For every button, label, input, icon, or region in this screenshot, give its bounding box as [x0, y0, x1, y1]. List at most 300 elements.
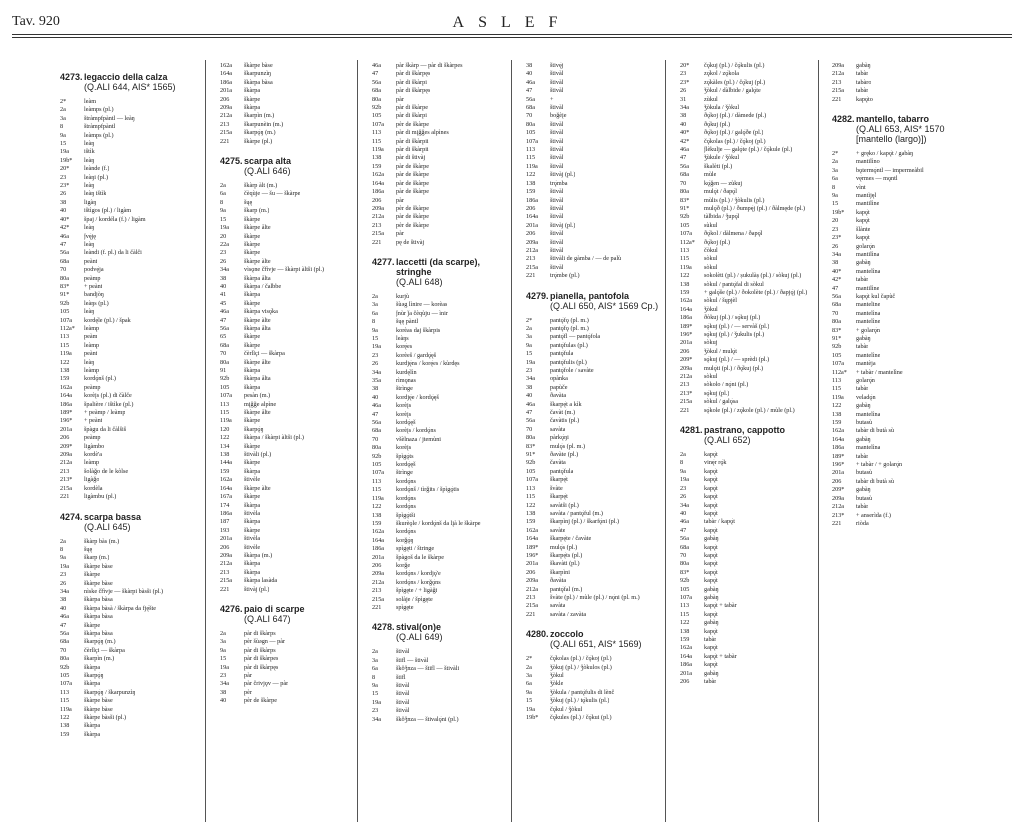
entry-row [372, 579, 508, 587]
point-code: 115 [372, 137, 382, 145]
entry-row [832, 495, 982, 503]
point-code: 46a [680, 518, 689, 526]
entry-row [680, 138, 816, 146]
dialect-form: golarǫ̀n [856, 377, 875, 384]
entry-row [832, 96, 982, 104]
entry-row [372, 293, 508, 301]
dialect-form: tàlbida / ǯupǫ̀l [704, 213, 740, 221]
dialect-form: savàta [550, 602, 566, 610]
point-code: 42* [680, 137, 690, 145]
point-code: 159 [60, 730, 70, 738]
entry-row [832, 243, 982, 251]
entry-row [220, 367, 354, 375]
dialect-form: vinę̀r rǫ̀k [704, 459, 727, 467]
dialect-form: kordǫ̀ns [396, 503, 416, 511]
point-code: 92b [526, 459, 536, 467]
point-code: 38 [680, 112, 687, 120]
point-code: 26 [220, 257, 227, 265]
dialect-form: škarp (m.) [244, 207, 270, 215]
entry-row [832, 158, 982, 166]
dialect-form: kapǫ̀t [704, 493, 718, 501]
dialect-form: škarpę̀ts (pl.) [550, 551, 583, 559]
dialect-form: sòkul / šųpjèl [704, 297, 738, 305]
dialect-form: savàta [550, 425, 566, 433]
entry-row [60, 308, 202, 316]
dialect-form: škàrpa [244, 560, 261, 568]
entry-row [832, 335, 982, 343]
entry-row [526, 569, 662, 577]
dialect-form: všèlnaza / jtemùni [396, 435, 442, 443]
entry-row [680, 289, 816, 297]
dialect-form: korǧǫ̀ŋ [396, 536, 414, 544]
point-code: 2a [220, 629, 226, 637]
entry-row [60, 384, 202, 392]
dialect-form: leàŋ [84, 140, 95, 148]
point-code: 105 [372, 461, 382, 469]
dialect-form: škàrpa [244, 291, 261, 299]
section-number: 4276. [220, 603, 243, 614]
entry-row [372, 360, 508, 368]
entry-row [60, 697, 202, 705]
entry-row [526, 664, 662, 672]
entry-row [680, 163, 816, 171]
entry-row [372, 657, 508, 665]
dialect-form: pesàn (m.) [244, 392, 271, 400]
dialect-form: škàrpa [84, 680, 101, 688]
section-heading [526, 291, 662, 311]
entry-row [372, 554, 508, 562]
entry-row [680, 527, 816, 535]
dialect-form: ðavàta [550, 577, 567, 585]
entry-row [832, 217, 982, 225]
dialect-form: pàr di škàrpe [396, 104, 428, 112]
entry-row [680, 602, 816, 610]
entry-row [60, 689, 202, 697]
point-code: 15 [526, 350, 533, 358]
point-code: 186a [220, 78, 233, 86]
dialect-form: kapǫ̀t [704, 661, 718, 669]
entry-row [372, 411, 508, 419]
entry-row [220, 121, 354, 129]
point-code: 196* [60, 417, 73, 425]
entry-row [526, 112, 662, 120]
dialect-form: tabàr [704, 636, 717, 643]
dialect-form: štivàj (pl.) [550, 221, 576, 229]
dialect-form: kordèla [84, 484, 103, 492]
point-code: 9a [220, 207, 226, 215]
point-code: 15 [526, 697, 533, 705]
section-name: zoccolo [550, 629, 584, 640]
dialect-form: kurdję̀ns / korę̀es / kùrdęs [396, 360, 460, 368]
point-code: 19a [526, 358, 535, 366]
point-code: 113 [60, 333, 70, 341]
point-code: 19a [526, 705, 535, 713]
dialect-form: korèeš / gardǫ̀ęš [396, 351, 437, 359]
entry-row [680, 670, 816, 678]
point-code: 92b [832, 343, 842, 351]
entry-row [372, 318, 508, 326]
dialect-form: korèįs / kordǫ̀ns [396, 427, 436, 435]
entry-row [832, 369, 982, 377]
entry-list [220, 182, 354, 594]
entry-row [526, 197, 662, 205]
dialect-form: pèr [244, 688, 252, 696]
point-code: 26 [680, 87, 687, 95]
entry-row [220, 392, 354, 400]
point-code: 162a [372, 528, 385, 536]
dialect-form: škàrpa / čalbbe [244, 282, 282, 290]
dialect-form: pàr di škàrpęs [396, 87, 431, 95]
point-code: 19b* [832, 208, 845, 216]
point-code: 215a [220, 577, 233, 585]
section-number: 4274. [60, 511, 83, 522]
dialect-form: tabàr [704, 678, 717, 686]
point-code: 70 [680, 179, 687, 187]
point-code: 105 [60, 308, 70, 316]
entry-row [526, 96, 662, 104]
point-code: 189* [60, 409, 73, 417]
point-code: 113 [832, 377, 842, 384]
entry-row [60, 451, 202, 459]
entry-row [220, 638, 354, 646]
dialect-form: pèr de škàrpe [244, 697, 277, 705]
point-code: 112a* [832, 368, 847, 376]
point-code: 3a [372, 656, 378, 664]
column-5 [680, 62, 816, 686]
point-code: 115 [680, 255, 690, 263]
point-code: 19a [680, 476, 689, 484]
dialect-form: gabàŋ [856, 486, 871, 494]
dialect-form: korèįs [396, 410, 412, 418]
entry-row [372, 121, 508, 129]
point-code: 167a [220, 493, 233, 501]
entry-row [372, 301, 508, 309]
entry-row [526, 247, 662, 255]
entry-row [220, 510, 354, 518]
entry-row [372, 327, 508, 335]
dialect-form: škàrpe [244, 333, 261, 341]
entry-row [526, 602, 662, 610]
entry-row [680, 87, 816, 95]
point-code: 23 [60, 173, 67, 181]
dialect-form: škàrp àlt (m.) [244, 182, 278, 190]
dialect-form: špìgǫ̀ts [396, 452, 414, 460]
dialect-form: mulǫ̀ð (pl.) / ðumpę̀j (pl.) / ðàlmęde (pl.) [704, 204, 806, 212]
point-code: 34a [680, 501, 689, 509]
dialect-form: trǫ̀mba [550, 179, 568, 187]
point-code: 162a [220, 62, 233, 69]
entry-row [220, 384, 354, 392]
dialect-form: sǫ̀kuj (pl.) / — servàš (pl.) [704, 322, 770, 330]
entry-row [680, 314, 816, 322]
section-number: 4282. [832, 114, 855, 125]
point-code: 34a [220, 266, 229, 274]
dialect-form: škàrpa [244, 501, 261, 509]
dialect-form: špalière / ištìke (pl.) [84, 400, 134, 408]
dialect-form: ǯòkul [550, 672, 564, 679]
dialect-form: pèr de škàrpe [396, 204, 429, 212]
point-code: 221 [832, 519, 842, 527]
dialect-form: gabàŋ [856, 435, 871, 443]
dialect-form: tabàr di butà sù [856, 477, 894, 485]
entry-row [220, 87, 354, 95]
point-code: 47 [372, 70, 379, 78]
dialect-form: + gręko / kapǫ̀t / gabàŋ [856, 150, 914, 158]
point-code: 20* [680, 62, 690, 69]
dialect-form: čavàt (m.) [550, 409, 576, 417]
point-code: 186a [372, 188, 385, 196]
point-code: 122 [526, 171, 536, 179]
dialect-form: škàrpe [244, 493, 261, 501]
entry-row [372, 230, 508, 238]
entry-row [372, 104, 508, 112]
dialect-form: čòkul [704, 246, 718, 254]
entry-row [372, 129, 508, 137]
entry-row [372, 419, 508, 427]
entry-row [832, 226, 982, 234]
dialect-form: gabàŋ [704, 585, 719, 593]
dialect-form: ǯùkule / ǯòkul [704, 154, 740, 162]
entry-row [680, 636, 816, 644]
entry-list [680, 451, 816, 686]
dialect-form: škàrpa / škàrpi àltši (pl.) [244, 434, 304, 442]
section-heading-line [60, 512, 202, 522]
point-code: 221 [526, 272, 536, 280]
entry-row [680, 569, 816, 577]
point-code: 115 [680, 610, 690, 618]
dialect-form: škàrpe [244, 341, 261, 349]
entry-row [680, 535, 816, 543]
dialect-form: leàŋ [84, 308, 95, 316]
point-code: 38 [220, 274, 227, 282]
section-name: legaccio della calza [84, 72, 168, 82]
entry-row [60, 613, 202, 621]
entry-row [220, 308, 354, 316]
entry-row [220, 417, 354, 425]
dialect-form: leàŋs (pl.) [84, 299, 109, 307]
entry-row [372, 444, 508, 452]
dialect-form: pàr di škàrpi [396, 112, 427, 120]
entry-row [680, 485, 816, 493]
point-code: 212a [832, 70, 845, 78]
dialect-form: škàrpe bàse [244, 62, 273, 69]
dialect-form: kapǫ̀t [704, 644, 718, 652]
point-code: 56a [372, 78, 381, 86]
point-code: 91* [680, 204, 690, 212]
point-code: 215a [526, 263, 539, 271]
dialect-form: peànt [84, 257, 98, 265]
dialect-form: kapǫ̀t [704, 509, 718, 517]
point-code: 15 [220, 655, 227, 663]
point-code: 23 [220, 672, 227, 679]
point-code: 138 [372, 154, 382, 162]
dialect-form: štrìnge [396, 385, 413, 393]
entry-row [680, 628, 816, 636]
point-code: 215a [372, 230, 385, 238]
dialect-form: štivàl [550, 78, 564, 86]
point-code: 122 [680, 272, 690, 280]
entry-row [832, 512, 982, 520]
point-code: 201a [220, 535, 233, 543]
dialect-form: pàr di štivàj [396, 154, 426, 162]
dialect-form: peànt [84, 350, 98, 358]
dialect-form: ligàmbo [84, 442, 105, 450]
entry-row [526, 689, 662, 697]
point-code: 2a [220, 182, 226, 190]
entry-row [372, 716, 508, 724]
dialect-form: mantelìna [856, 309, 881, 317]
dialect-form: švàte [550, 484, 563, 492]
point-code: 107a [526, 137, 539, 145]
dialect-form: + galǫ̀še (pl.) / ðokolète (pl.) / ðapjǫ̀j (pl.) [704, 288, 808, 296]
dialect-form: čǫ̀kul / ǯòkul [550, 705, 583, 713]
entry-row [680, 264, 816, 272]
entry-row [60, 123, 202, 131]
point-code: 15 [372, 690, 379, 698]
point-code: 201a [680, 339, 693, 347]
point-code: 186a [832, 444, 845, 452]
point-code: 46a [526, 400, 535, 408]
point-code: 92b [680, 577, 690, 585]
point-code: 215a [680, 398, 693, 406]
entry-row [220, 493, 354, 501]
point-code: 80a [372, 95, 381, 103]
point-code: 9a [60, 554, 66, 562]
entry-row [680, 255, 816, 263]
point-code: 6a [832, 175, 838, 183]
dialect-form: štivàl [550, 129, 564, 137]
point-code: 113 [680, 602, 690, 610]
entry-row [220, 647, 354, 655]
dialect-form: škàrpe àlte [244, 316, 271, 324]
section-heading [832, 114, 982, 144]
dialect-form: čavàta [550, 459, 566, 467]
entry-row [680, 476, 816, 484]
point-code: 201a [220, 87, 233, 95]
section-number: 4279. [526, 290, 549, 301]
entry-row [60, 182, 202, 190]
point-code: 221 [60, 493, 70, 501]
point-code: 6a [372, 309, 378, 317]
entry-row [220, 241, 354, 249]
dialect-form: škàrpa [244, 383, 261, 391]
point-code: 40* [60, 215, 70, 223]
point-code: 47 [526, 87, 533, 95]
point-code: 164a [526, 213, 539, 221]
dialect-form: pàr de škàrpe [396, 179, 429, 187]
point-code: 80a [526, 120, 535, 128]
entry-row [680, 611, 816, 619]
dialect-form: kurjù [396, 292, 410, 300]
entry-row [680, 213, 816, 221]
entry-row [680, 239, 816, 247]
point-code: 213* [60, 476, 73, 484]
entry-row [372, 112, 508, 120]
dialect-form: leàŋ [84, 182, 95, 190]
entry-row [60, 655, 202, 663]
point-code: 34a [526, 375, 535, 383]
point-code: 120 [220, 425, 230, 433]
dialect-form: mùle [704, 171, 717, 179]
dialect-form: škarpǫ̀ŋ (m.) [84, 638, 116, 646]
entry-row [60, 283, 202, 291]
entry-row [832, 394, 982, 402]
dialect-form: sòkul / pantǫ̀fal di sòkul [704, 280, 764, 288]
entry-row [680, 544, 816, 552]
plate-number: Tav. 920 [12, 14, 60, 29]
point-code: 122 [680, 619, 690, 627]
point-code: 138 [832, 410, 842, 418]
entry-row [220, 258, 354, 266]
dialect-form: škarpunzìŋ [244, 70, 272, 78]
entry-row [372, 545, 508, 553]
point-code: 2* [526, 316, 533, 324]
point-code: 15 [60, 140, 67, 148]
dialect-form: kapǫ̀t [704, 577, 718, 585]
column-3 [372, 62, 508, 724]
dialect-form: škàrpe [244, 215, 261, 223]
point-code: 38 [832, 259, 839, 267]
entry-row [372, 682, 508, 690]
dialect-form: savàte [550, 526, 566, 534]
dialect-form: pantǫ̀fula [550, 467, 574, 475]
dialect-form: škàrpa ålta [244, 274, 271, 282]
dialect-form: škàrpe àlte [244, 484, 271, 492]
dialect-form: škàrpa ålta [244, 375, 271, 383]
header-rule-double [12, 37, 1012, 38]
point-code: 159 [372, 162, 382, 170]
entry-row [832, 184, 982, 192]
dialect-form: čǫ̀kules (pl.) / čǫ̀kui (pl.) [550, 714, 612, 722]
entry-row [680, 70, 816, 78]
dialect-form: korèįs [396, 402, 412, 410]
point-code: 47 [832, 284, 839, 292]
point-code: 26 [372, 360, 379, 368]
point-code: 138 [60, 367, 70, 374]
point-code: 19b* [526, 714, 539, 722]
point-code: 213 [526, 255, 536, 263]
entry-row [680, 518, 816, 526]
point-code: 70 [526, 425, 533, 433]
entry-row [526, 714, 662, 722]
dialect-form: špàgu da li čàlšiš [84, 425, 127, 433]
point-code: 213 [526, 593, 536, 601]
point-code: 8 [220, 198, 224, 206]
point-code: 159 [680, 288, 690, 296]
point-code: 65 [220, 333, 227, 341]
entry-list [372, 648, 508, 724]
dialect-form: štivàl [550, 204, 564, 212]
entry-row [526, 70, 662, 78]
point-code: 46a [372, 402, 381, 410]
point-code: 40 [526, 70, 533, 78]
point-code: 23 [526, 367, 533, 374]
dialect-form: leàŋ ištìk [84, 190, 107, 198]
dialect-form: špìgęte / + ligàǧi [396, 587, 438, 595]
dialect-form: riòda [856, 519, 869, 527]
point-code: 159 [60, 375, 70, 383]
dialect-form: škarpǫ̀ŋ [244, 425, 264, 433]
entry-row [526, 527, 662, 535]
point-code: 68a [372, 87, 381, 95]
entry-row [220, 216, 354, 224]
point-code: 113 [60, 688, 70, 696]
dialect-form: tabàr [856, 276, 869, 284]
point-code: 201a [526, 221, 539, 229]
point-code: 159 [220, 467, 230, 475]
point-code: 70 [680, 551, 687, 559]
section-reference: (Q.ALI 649) [396, 632, 443, 643]
